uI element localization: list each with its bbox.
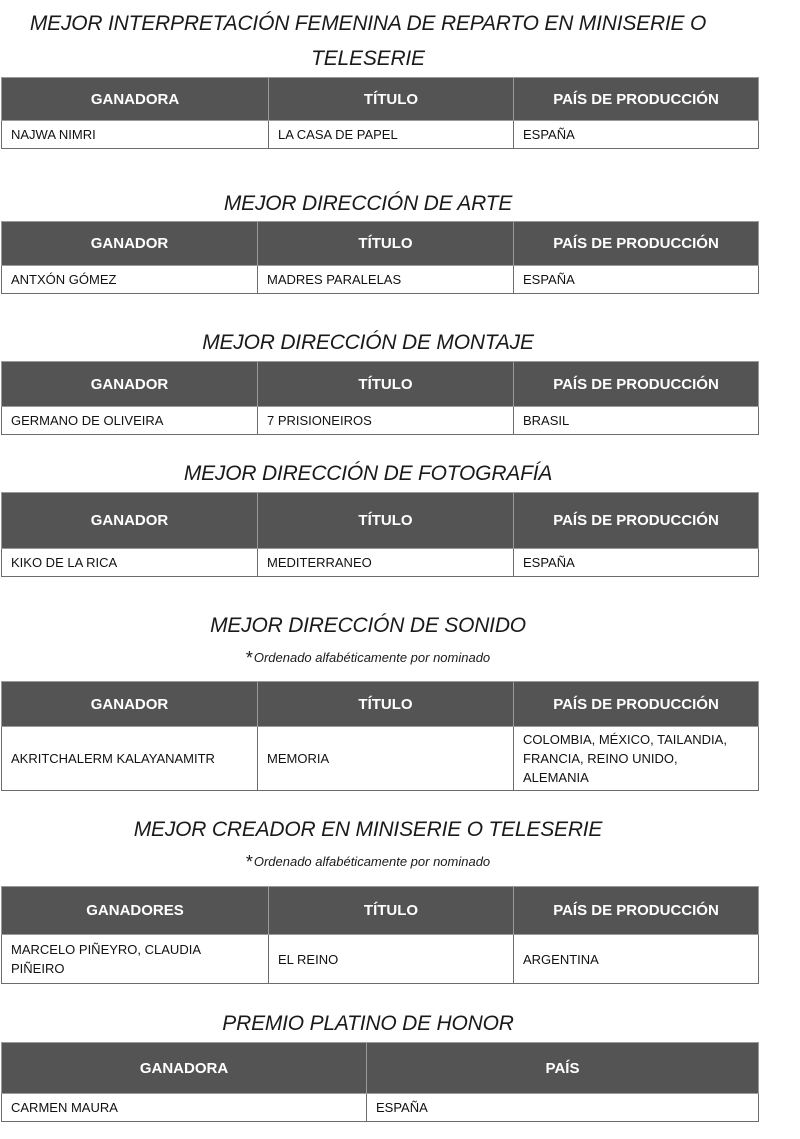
- column-header: GANADORES: [2, 887, 269, 935]
- winner-cell: MARCELO PIÑEYRO, CLAUDIA PIÑEIRO: [2, 935, 269, 984]
- sort-note: [0, 852, 736, 873]
- winners-table: [1, 1042, 759, 1122]
- column-header: PAÍS DE PRODUCCIÓN: [514, 78, 759, 121]
- winners-table: [1, 681, 759, 791]
- column-header: TÍTULO: [258, 682, 514, 727]
- column-header: PAÍS: [367, 1043, 759, 1094]
- column-header: GANADOR: [2, 222, 258, 266]
- column-header: GANADOR: [2, 362, 258, 407]
- winner-cell: ANTXÓN GÓMEZ: [2, 266, 258, 294]
- section-title: PREMIO PLATINO DE HONOR: [222, 1012, 514, 1035]
- column-header: PAÍS DE PRODUCCIÓN: [514, 222, 759, 266]
- winners-table: [1, 492, 759, 577]
- column-header: PAÍS DE PRODUCCIÓN: [514, 493, 759, 549]
- column-header: PAÍS DE PRODUCCIÓN: [514, 682, 759, 727]
- section-title: MEJOR DIRECCIÓN DE MONTAJE: [202, 331, 534, 354]
- country-cell: ESPAÑA: [514, 121, 759, 149]
- column-header: TÍTULO: [258, 493, 514, 549]
- winner-cell: CARMEN MAURA: [2, 1094, 367, 1122]
- table-row: [2, 121, 759, 149]
- column-header: GANADORA: [2, 1043, 367, 1094]
- winner-cell: NAJWA NIMRI: [2, 121, 269, 149]
- table-row: [2, 727, 759, 791]
- column-header: TÍTULO: [258, 362, 514, 407]
- winners-table: [1, 221, 759, 294]
- column-header: TÍTULO: [269, 78, 514, 121]
- title-cell: EL REINO: [269, 935, 514, 984]
- winners-table: [1, 361, 759, 435]
- sort-note: [0, 648, 736, 669]
- section-title: MEJOR INTERPRETACIÓN FEMENINA DE REPARTO EN MINISERIE O TELESERIE: [29, 12, 707, 70]
- table-row: [2, 407, 759, 435]
- table-row: [2, 1094, 759, 1122]
- column-header: GANADOR: [2, 493, 258, 549]
- country-cell: BRASIL: [514, 407, 759, 435]
- asterisk-marker: *: [245, 852, 253, 872]
- country-cell: ESPAÑA: [514, 549, 759, 577]
- title-cell: 7 PRISIONEIROS: [258, 407, 514, 435]
- asterisk-marker: *: [245, 648, 253, 668]
- title-cell: MEDITERRANEO: [258, 549, 514, 577]
- table-row: [2, 549, 759, 577]
- column-header: TÍTULO: [269, 887, 514, 935]
- winners-table: [1, 886, 759, 984]
- column-header: GANADOR: [2, 682, 258, 727]
- winner-cell: AKRITCHALERM KALAYANAMITR: [2, 727, 258, 791]
- winners-table: [1, 77, 759, 149]
- country-cell: ESPAÑA: [367, 1094, 759, 1122]
- title-cell: LA CASA DE PAPEL: [269, 121, 514, 149]
- column-header: PAÍS DE PRODUCCIÓN: [514, 362, 759, 407]
- table-row: [2, 935, 759, 984]
- title-cell: MEMORIA: [258, 727, 514, 791]
- sort-note-text: Ordenado alfabéticamente por nominado: [253, 854, 491, 869]
- country-cell: COLOMBIA, MÉXICO, TAILANDIA, FRANCIA, REINO UNIDO, ALEMANIA: [514, 727, 759, 791]
- winner-cell: KIKO DE LA RICA: [2, 549, 258, 577]
- section-title: MEJOR DIRECCIÓN DE FOTOGRAFÍA: [183, 462, 553, 485]
- column-header: TÍTULO: [258, 222, 514, 266]
- section-title: MEJOR DIRECCIÓN DE ARTE: [223, 192, 513, 215]
- country-cell: ARGENTINA: [514, 935, 759, 984]
- table-row: [2, 266, 759, 294]
- section-title: MEJOR CREADOR EN MINISERIE O TELESERIE: [133, 818, 603, 841]
- winner-cell: GERMANO DE OLIVEIRA: [2, 407, 258, 435]
- country-cell: ESPAÑA: [514, 266, 759, 294]
- section-title: MEJOR DIRECCIÓN DE SONIDO: [210, 614, 526, 637]
- title-cell: MADRES PARALELAS: [258, 266, 514, 294]
- column-header: GANADORA: [2, 78, 269, 121]
- sort-note-text: Ordenado alfabéticamente por nominado: [253, 650, 491, 665]
- column-header: PAÍS DE PRODUCCIÓN: [514, 887, 759, 935]
